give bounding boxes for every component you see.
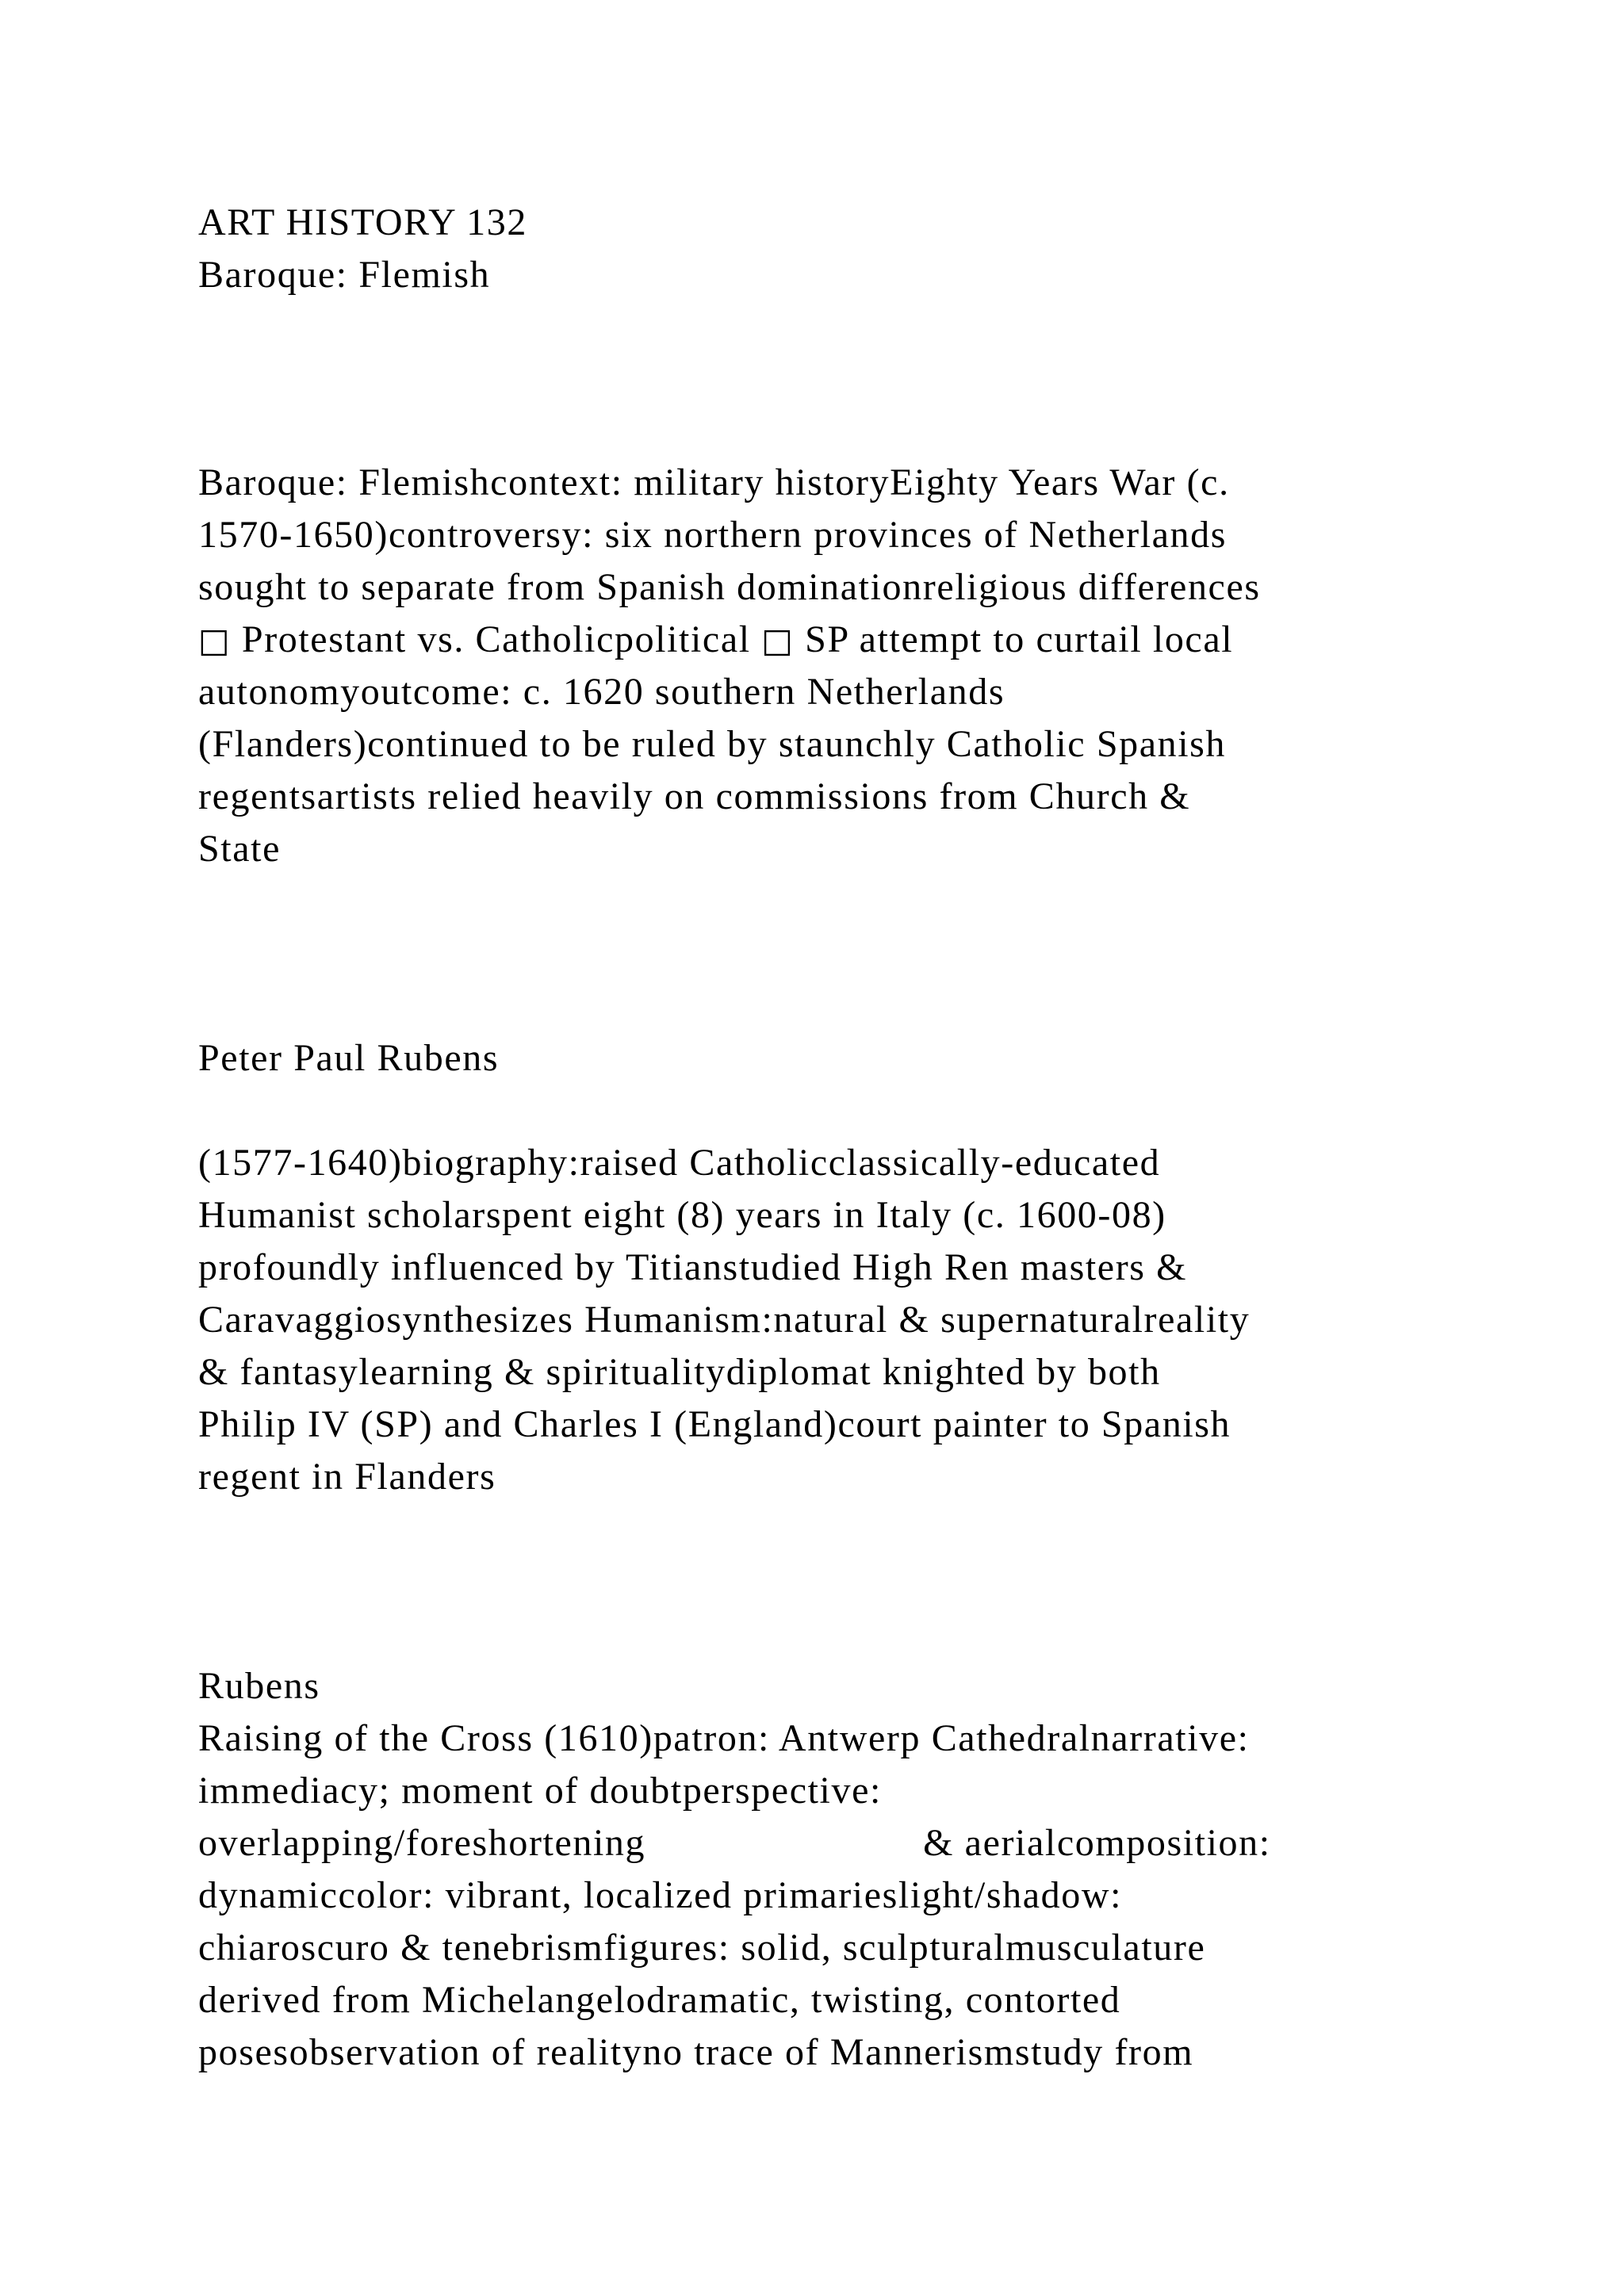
- context-line: autonomyoutcome: c. 1620 southern Netherlands: [198, 671, 1005, 713]
- topic-title: Baroque: Flemish: [198, 254, 491, 296]
- bio-line: Humanist scholarspent eight (8) years in Italy (c. 1600-08): [198, 1194, 1166, 1236]
- context-line-segment: SP attempt to curtail local: [794, 618, 1234, 660]
- missing-glyph-icon: □: [761, 621, 795, 660]
- context-line: [198, 614, 1233, 667]
- artwork-line: immediacy; moment of doubtperspective:: [198, 1770, 882, 1812]
- missing-glyph-icon: □: [198, 621, 232, 660]
- context-line: (Flanders)continued to be ruled by staunchly Catholic Spanish: [198, 723, 1227, 765]
- artwork-line: [198, 1817, 1271, 1869]
- bio-line: Caravaggiosynthesizes Humanism:natural & supernaturalreality: [198, 1299, 1251, 1341]
- context-line: State: [198, 828, 281, 870]
- artwork-line: chiaroscuro & tenebrismfigures: solid, sculpturalmusculature: [198, 1927, 1206, 1969]
- artwork-line-segment: overlapping/foreshortening: [198, 1822, 646, 1864]
- artwork-line: Raising of the Cross (1610)patron: Antwerp Cathedralnarrative:: [198, 1717, 1250, 1759]
- course-title: ART HISTORY 132: [198, 201, 527, 243]
- bio-line: profoundly influenced by Titianstudied High Ren masters &: [198, 1246, 1188, 1288]
- context-line: sought to separate from Spanish dominationreligious differences: [198, 566, 1261, 608]
- artwork-line: derived from Michelangelodramatic, twisting, contorted: [198, 1979, 1121, 2021]
- bio-line: & fantasylearning & spiritualitydiplomat knighted by both: [198, 1351, 1161, 1393]
- artwork-line: dynamiccolor: vibrant, localized primarieslight/shadow:: [198, 1874, 1123, 1916]
- context-line: regentsartists relied heavily on commissions from Church &: [198, 775, 1191, 817]
- context-line: Baroque: Flemishcontext: military historyEighty Years War (c.: [198, 461, 1230, 503]
- artwork-line: posesobservation of realityno trace of Mannerismstudy from: [198, 2031, 1194, 2073]
- bio-line: regent in Flanders: [198, 1456, 496, 1498]
- artwork-line-segment: & aerialcomposition:: [923, 1822, 1271, 1864]
- context-line-segment: Protestant vs. Catholicpolitical: [231, 618, 762, 660]
- section-title: Peter Paul Rubens: [198, 1037, 500, 1079]
- bio-line: Philip IV (SP) and Charles I (England)court painter to Spanish: [198, 1403, 1231, 1445]
- bio-line: (1577-1640)biography:raised Catholicclassically-educated: [198, 1142, 1161, 1184]
- section-title: Rubens: [198, 1665, 320, 1707]
- context-line: 1570-1650)controversy: six northern provinces of Netherlands: [198, 514, 1228, 556]
